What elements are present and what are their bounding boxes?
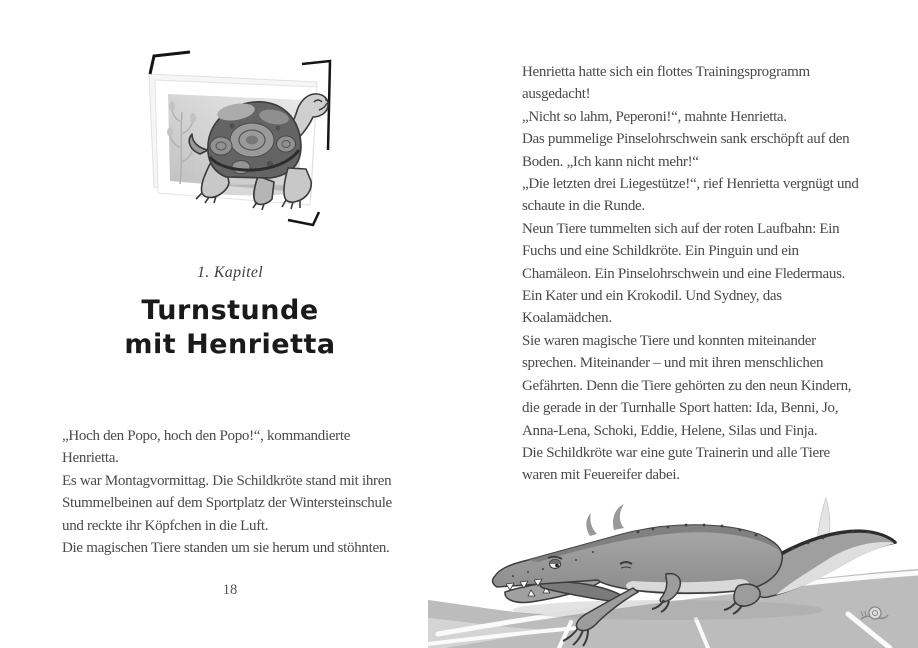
text-line: Ein Kater und ein Krokodil. Und Sydney, das xyxy=(522,288,782,305)
left-page-paragraph xyxy=(62,425,392,559)
text-line: Boden. „Ich kann nicht mehr!“ xyxy=(522,153,699,170)
text-line: die gerade in der Turnhalle Sport hatten: Ida, Benni, Jo, xyxy=(522,400,839,417)
text-line: „Die letzten drei Liegestütze!“, rief Henrietta vergnügt und xyxy=(522,176,859,193)
text-line: schaute in die Runde. xyxy=(522,198,645,215)
text-line: Stummelbeinen auf dem Sportplatz der Wintersteinschule xyxy=(62,495,392,512)
chapter-label: 1. Kapitel xyxy=(196,264,264,281)
turtle-photo-illustration xyxy=(120,42,420,242)
text-line: Die Schildkröte war eine gute Trainerin und alle Tiere xyxy=(522,444,830,461)
text-line: Die magischen Tiere standen um sie herum und stöhnten. xyxy=(62,540,390,557)
text-line: „Nicht so lahm, Peperoni!“, mahnte Henrietta. xyxy=(522,108,787,125)
text-line: mit Henrietta xyxy=(124,329,336,360)
text-line: Neun Tiere tummelten sich auf der roten Laufbahn: Ein xyxy=(522,220,840,237)
crocodile-illustration xyxy=(428,488,918,648)
sweat-drops xyxy=(586,504,624,536)
text-line: Anna-Lena, Schoki, Eddie, Helene, Silas und Finja. xyxy=(522,422,818,439)
page-number: 18 xyxy=(222,582,238,598)
text-line: Koalamädchen. xyxy=(522,310,612,327)
text-line: Gefährten. Denn die Tiere gehörten zu den neun Kindern, xyxy=(522,377,852,394)
right-page-paragraph xyxy=(522,61,859,487)
text-line: Henrietta. xyxy=(62,450,119,467)
text-line: Sie waren magische Tiere und konnten miteinander xyxy=(522,332,816,349)
text-line: ausgedacht! xyxy=(522,86,591,103)
text-line: waren mit Feuereifer dabei. xyxy=(522,467,680,484)
text-line: sprechen. Miteinander – und mit ihren menschlichen xyxy=(522,355,824,372)
text-line: und reckte ihr Köpfchen in die Luft. xyxy=(62,517,269,534)
text-line: Es war Montagvormittag. Die Schildkröte stand mit ihren xyxy=(62,472,392,489)
text-line: Turnstunde xyxy=(141,295,319,326)
text-line: Das pummelige Pinselohrschwein sank erschöpft auf den xyxy=(522,131,850,148)
text-line: „Hoch den Popo, hoch den Popo!“, kommandierte xyxy=(62,428,351,444)
text-line: Chamäleon. Ein Pinselohrschwein und eine Fledermaus. xyxy=(522,265,846,282)
chapter-title xyxy=(30,294,430,362)
text-line: Fuchs und eine Schildkröte. Ein Pinguin und ein xyxy=(522,243,799,260)
text-line: Henrietta hatte sich ein flottes Trainingsprogramm xyxy=(522,64,810,80)
